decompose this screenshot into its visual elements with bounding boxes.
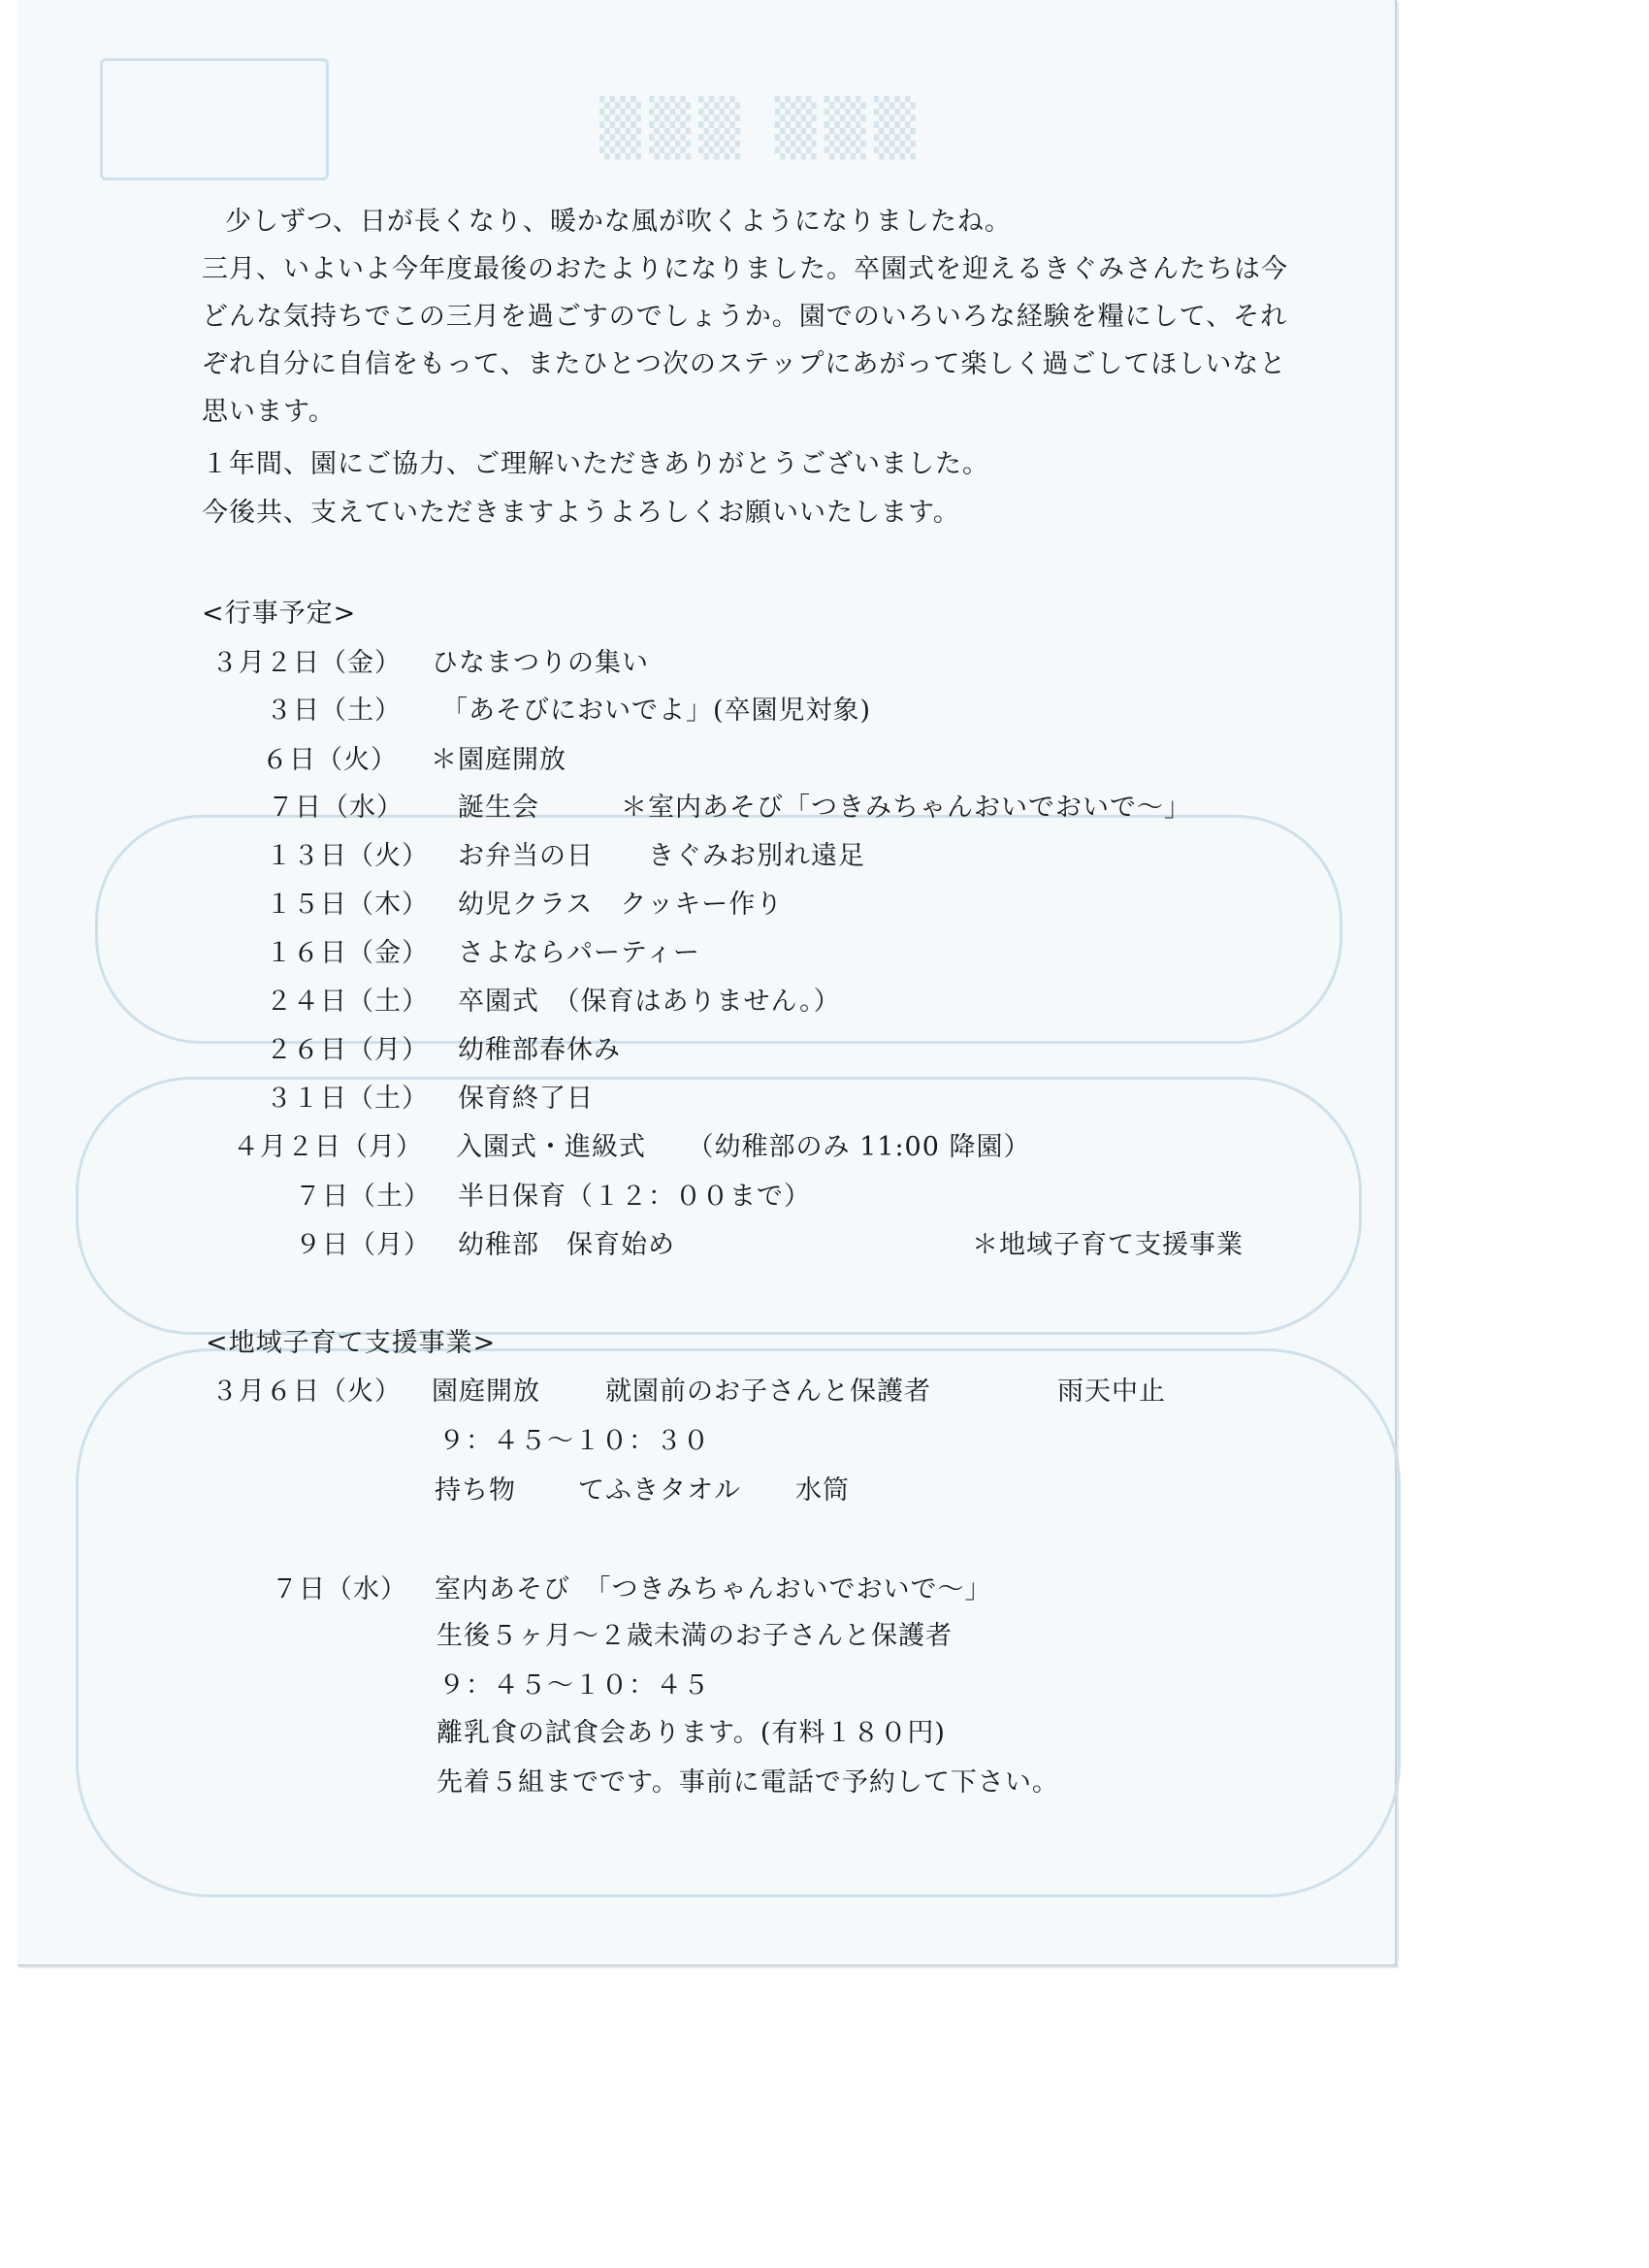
- show-through-heading: ▒▒▒ ▒▒▒: [599, 97, 923, 160]
- support-note: 離乳食の試食会あります。(有料１８０円): [436, 1718, 946, 1748]
- support-target: 生後５ヶ月～２歳未満のお子さんと保護者: [436, 1621, 953, 1651]
- support-time: ９：４５～１０：４５: [438, 1670, 710, 1701]
- event-date: ７日（土）: [295, 1182, 431, 1212]
- event-date: ４月２日（月）: [233, 1132, 423, 1162]
- support-target: 就園前のお子さんと保護者: [605, 1377, 931, 1407]
- intro-line: ぞれ自分に自信をもって、またひとつ次のステップにあがって楽しく過ごしてほしいなと: [202, 349, 1287, 379]
- event-text: お弁当の日 きぐみお別れ遠足: [458, 841, 865, 871]
- intro-line: １年間、園にご協力、ご理解いただきありがとうございました。: [202, 449, 989, 479]
- support-note: 雨天中止: [1057, 1377, 1166, 1407]
- event-date: ３月２日（金）: [211, 648, 402, 678]
- event-date: ３日（土）: [266, 696, 402, 726]
- event-date: １３日（火）: [266, 841, 429, 871]
- intro-line: どんな気持ちでこの三月を過ごすのでしょうか。園でのいろいろな経験を糧にして、それ: [202, 302, 1288, 332]
- event-text: ひなまつりの集い: [432, 648, 649, 678]
- intro-line: 三月、いよいよ今年度最後のおたよりになりました。卒園式を迎えるきぐみさんたちは今: [202, 254, 1288, 284]
- show-through-table: [100, 58, 329, 180]
- event-date: ３１日（土）: [266, 1084, 429, 1114]
- event-date: ２４日（土）: [266, 987, 429, 1017]
- intro-line: 今後共、支えていただきますようよろしくお願いいたします。: [202, 498, 960, 528]
- event-text: 半日保育（１２：００まで）: [458, 1182, 811, 1212]
- event-date: １６日（金）: [266, 938, 429, 968]
- support-title: 園庭開放: [432, 1377, 540, 1407]
- support-bring-label: 持ち物: [435, 1475, 516, 1506]
- event-text: 卒園式 （保育はありません。）: [458, 987, 841, 1017]
- intro-line: 少しずつ、日が長くなり、暖かな風が吹くようになりましたね。: [225, 207, 1012, 237]
- event-text: ＊園庭開放: [431, 745, 566, 775]
- support-date: ３月６日（火）: [211, 1377, 402, 1407]
- support-heading: <地域子育て支援事業>: [206, 1328, 497, 1358]
- event-text: 幼稚部 保育始め: [458, 1230, 675, 1260]
- events-heading: <行事予定>: [202, 599, 357, 629]
- event-text: 幼児クラス クッキー作り: [458, 890, 784, 920]
- event-text: 「あそびにおいでよ」(卒園児対象): [441, 696, 872, 726]
- scan-margin: [0, 0, 17, 1964]
- event-text: さよならパーティー: [458, 938, 700, 968]
- events-footnote: ＊地域子育て支援事業: [972, 1230, 1244, 1260]
- event-text: 幼稚部春休み: [458, 1035, 621, 1065]
- support-note: 先着５組までです。事前に電話で予約して下さい。: [436, 1767, 1059, 1798]
- support-bring-items: てふきタオル 水筒: [578, 1475, 850, 1506]
- event-date: ６日（火）: [262, 745, 398, 775]
- event-text: 誕生会 ＊室内あそび「つきみちゃんおいでおいで～」: [458, 793, 1191, 823]
- event-text: 保育終了日: [458, 1084, 594, 1114]
- event-date: １５日（木）: [266, 890, 429, 920]
- event-date: ７日（水）: [268, 793, 404, 823]
- event-text: 入園式・進級式 （幼稚部のみ 11:00 降園）: [456, 1132, 1031, 1162]
- intro-line: 思います。: [202, 397, 336, 427]
- event-date: ２６日（月）: [266, 1035, 429, 1065]
- support-time: ９：４５～１０：３０: [438, 1426, 710, 1456]
- support-title: 室内あそび 「つきみちゃんおいでおいで～」: [435, 1574, 992, 1604]
- event-date: ９日（月）: [295, 1230, 431, 1260]
- support-date: ７日（水）: [272, 1574, 407, 1604]
